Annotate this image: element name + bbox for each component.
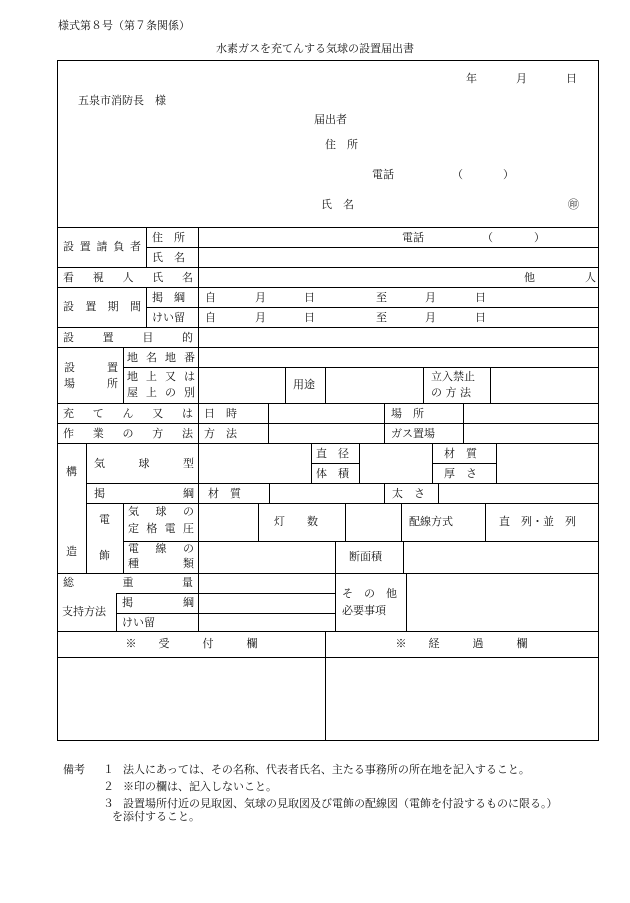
paren-open: （ (452, 168, 463, 181)
rope-material-label: 材 質 (208, 487, 241, 500)
observer-unit: 人 (585, 271, 596, 284)
location-ground-label-1: 地 上 又 は (127, 370, 195, 383)
support-rope-label: 掲 綱 (122, 596, 194, 609)
period-mooring-to: 至 (376, 311, 387, 324)
volume-label: 体 積 (316, 467, 349, 480)
contractor-name-label: 氏 名 (152, 251, 185, 264)
rope-thickness-label: 太 さ (392, 487, 425, 500)
period-rope-to-month: 月 (425, 291, 436, 304)
balloon-thickness-label: 厚 さ (444, 467, 477, 480)
wiring-options: 直 列・並 列 (499, 515, 576, 528)
location-usage-label: 用途 (293, 378, 315, 391)
progress-field-label: ※ 経 過 欄 (395, 637, 528, 650)
date-year-label: 年 (466, 72, 477, 85)
observer-label: 看 視 人 氏 名 (63, 271, 193, 284)
diameter-label: 直 径 (316, 447, 349, 460)
note-3-text: 設置場所付近の見取図、気球の見取図及び電飾の配線図（電飾を付設するものに限る。） (123, 797, 558, 810)
note-2-number: ２ (103, 780, 114, 793)
lamps-label: 灯 数 (274, 515, 318, 528)
period-rope-from: 自 (205, 291, 216, 304)
voltage-label-1: 気 球 の (128, 505, 194, 518)
wiring-label: 配線方式 (409, 515, 453, 528)
addressee: 五泉市消防長 様 (78, 94, 166, 107)
form-title: 水素ガスを充てんする気球の設置届出書 (216, 42, 414, 55)
paren-close: ） (503, 168, 514, 181)
structure-label-2: 造 (66, 545, 77, 558)
weight-label: 総 重 量 (63, 576, 193, 589)
fill-gas-place-label: ガス置場 (391, 427, 435, 440)
support-other-label-1: そ の 他 (342, 587, 397, 600)
form-table (57, 60, 599, 741)
form-number: 様式第８号（第７条関係） (58, 19, 190, 32)
notifier-label: 届出者 (314, 113, 347, 126)
period-mooring-from-month: 月 (255, 311, 266, 324)
period-rope-from-day: 日 (304, 291, 315, 304)
reception-field-label: ※ 受 付 欄 (125, 637, 258, 650)
support-label: 支持方法 (62, 605, 106, 618)
notifier-phone-label: 電話 (372, 168, 394, 181)
contractor-address-label: 住 所 (152, 231, 185, 244)
date-day-label: 日 (566, 72, 577, 85)
location-label-2: 場 所 (64, 377, 118, 390)
note-1-text: 法人にあっては、その名称、代表者氏名、主たる事務所の所在地を記入すること。 (123, 763, 530, 776)
purpose-label: 設 置 目 的 (63, 331, 193, 344)
period-rope-to-day: 日 (475, 291, 486, 304)
note-1-number: １ (103, 763, 114, 776)
support-mooring-label: けい留 (122, 616, 155, 629)
date-month-label: 月 (516, 72, 527, 85)
contractor-label: 設 置 請 負 者 (63, 240, 141, 253)
rope-label: 掲 綱 (94, 487, 194, 500)
note-3-number: ３ (103, 797, 114, 810)
fill-place-label: 場 所 (391, 407, 424, 420)
contractor-paren-close: ） (534, 231, 545, 244)
note-3-continuation: を添付すること。 (112, 810, 200, 823)
period-mooring-to-month: 月 (425, 311, 436, 324)
period-rope-from-month: 月 (255, 291, 266, 304)
support-other-label-2: 必要事項 (342, 604, 386, 617)
fill-datetime-label: 日 時 (204, 407, 237, 420)
fill-method-label: 方 法 (204, 427, 237, 440)
fill-work-label-1: 充 て ん 又 は (63, 407, 193, 420)
wire-type-label-2: 種 類 (128, 557, 194, 570)
structure-label-1: 構 (66, 465, 77, 478)
deco-label-1: 電 (99, 513, 110, 526)
note-2-text: ※印の欄は、記入しないこと。 (123, 780, 277, 793)
location-address-label: 地 名 地 番 (127, 351, 195, 364)
wire-type-label-1: 電 線 の (128, 542, 194, 555)
voltage-label-2: 定 格 電 圧 (128, 522, 194, 535)
contractor-phone-label: 電話 (402, 231, 424, 244)
period-mooring-from: 自 (205, 311, 216, 324)
period-mooring-to-day: 日 (475, 311, 486, 324)
location-label-1: 設 置 (64, 361, 118, 374)
period-rope-label: 掲 綱 (152, 291, 185, 304)
period-rope-to: 至 (376, 291, 387, 304)
fill-work-label-2: 作 業 の 方 法 (63, 427, 193, 440)
notifier-name-label: 氏 名 (321, 198, 354, 211)
seal-mark: ㊞ (568, 198, 579, 211)
location-ground-label-2: 屋 上 の 別 (127, 386, 195, 399)
notifier-address-label: 住 所 (325, 138, 358, 151)
location-restrict-label-2: の 方 法 (431, 386, 471, 399)
location-restrict-label-1: 立入禁止 (431, 370, 475, 383)
period-mooring-from-day: 日 (304, 311, 315, 324)
period-label: 設 置 期 間 (63, 300, 141, 313)
balloon-type-label: 気 球 型 (94, 457, 194, 470)
period-mooring-label: けい留 (152, 311, 185, 324)
notes-heading: 備考 (63, 763, 85, 776)
deco-label-2: 飾 (99, 549, 110, 562)
observer-other: 他 (524, 271, 535, 284)
balloon-material-label: 材 質 (444, 447, 477, 460)
cross-section-label: 断面積 (349, 550, 382, 563)
contractor-paren-open: （ (482, 231, 493, 244)
